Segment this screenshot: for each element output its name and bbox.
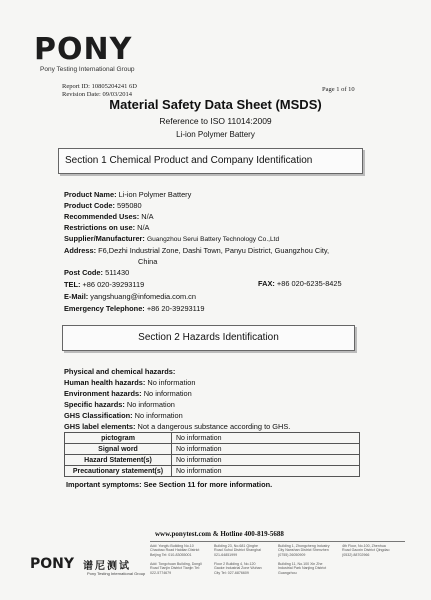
ghs-key: Precautionary statement(s) xyxy=(65,466,172,477)
footer-address: Floor 2 Building 4, No.120 Gaoke Industrial Zone Wuhan City Tel: 027-6876609 xyxy=(214,562,262,575)
page-indicator: Page 1 of 10 xyxy=(322,86,355,93)
table-row xyxy=(65,466,360,477)
section1-heading: Section 1 Chemical Product and Company Identification xyxy=(65,155,313,166)
group-name: Pony Testing International Group xyxy=(40,66,135,73)
field-physical-chemical-hazards: Physical and chemical hazards: xyxy=(64,367,176,376)
field-environment-hazards: Environment hazards: No information xyxy=(64,389,192,398)
footer-pony-logo: PONY xyxy=(30,556,75,572)
field-recommended-uses: Recommended Uses: N/A xyxy=(64,212,154,221)
ghs-value: No information xyxy=(172,433,360,444)
document-reference: Reference to ISO 11014:2009 xyxy=(159,116,272,126)
footer-address: 4th Floor, No.100, Zhenhua Road Gaoxin District Qingdao (0532) 88702966 xyxy=(342,544,390,557)
ghs-value: No information xyxy=(172,455,360,466)
field-specific-hazards: Specific hazards: No information xyxy=(64,400,175,409)
ghs-table xyxy=(64,432,360,477)
footer-group-name: Pony Testing International Group xyxy=(87,571,146,576)
ghs-key: Hazard Statement(s) xyxy=(65,455,172,466)
footer-address: Add: Tongchuan Building, Dongli Road Tianjin District Tianjin Tel: 022-5774679 xyxy=(150,562,202,575)
field-ghs-label-elements: GHS label elements: Not a dangerous substance according to GHS. xyxy=(64,422,291,431)
important-symptoms: Important symptoms: See Section 11 for more information. xyxy=(66,480,273,489)
field-email: E-Mail: yangshuang@infomedia.com.cn xyxy=(64,292,196,301)
table-row xyxy=(65,433,360,444)
footer-website-hotline: www.ponytest.com & Hotline 400-819-5688 xyxy=(155,530,284,538)
field-tel: TEL: +86 020-39293119 xyxy=(64,280,145,289)
field-product-name: Product Name: Li-ion Polymer Battery xyxy=(64,190,192,199)
field-product-code: Product Code: 595080 xyxy=(64,201,142,210)
footer-chinese-name: 谱尼测试 xyxy=(83,561,131,572)
footer-divider xyxy=(150,541,405,542)
document-title: Material Safety Data Sheet (MSDS) xyxy=(109,97,322,112)
ghs-value: No information xyxy=(172,444,360,455)
footer-address: Building 1, Zhongcheng Industry City Nanshan District Shenzhen (0755) 26050909 xyxy=(278,544,330,557)
report-id: Report ID: 10805204241 6D xyxy=(62,83,137,90)
document-product-subtitle: Li-ion Polymer Battery xyxy=(176,130,255,139)
field-human-health-hazards: Human health hazards: No information xyxy=(64,378,196,387)
pony-logo: PONY xyxy=(34,32,133,67)
ghs-value: No information xyxy=(172,466,360,477)
field-ghs-classification: GHS Classification: No information xyxy=(64,411,183,420)
field-fax: FAX: +86 020-6235-8425 xyxy=(258,279,342,288)
field-supplier: Supplier/Manufacturer: Guangzhou Serui Battery Technology Co.,Ltd xyxy=(64,234,280,243)
table-row xyxy=(65,444,360,455)
field-address-country: China xyxy=(138,257,158,266)
revision-date: Revision Date: 09/03/2014 xyxy=(62,91,133,98)
ghs-key: pictogram xyxy=(65,433,172,444)
field-address: Address: F6,Dezhi Industrial Zone, Dashi Town, Panyu District, Guangzhou City, xyxy=(64,246,330,255)
footer-address: Building 23, No.681 Qinghe Road Xuhui District Shanghai 021-64851999 xyxy=(214,544,261,557)
table-row xyxy=(65,455,360,466)
section2-heading-box xyxy=(62,325,355,351)
section1-heading-box xyxy=(58,148,363,174)
field-restrictions: Restrictions on use: N/A xyxy=(64,223,150,232)
footer-address: Add: Yongfu Building No.10 Chaobao Road Haidian District Beijing Tel: 010-83055001 xyxy=(150,544,200,557)
section2-heading: Section 2 Hazards Identification xyxy=(138,332,279,343)
field-post-code: Post Code: 511430 xyxy=(64,268,130,277)
field-emergency-telephone: Emergency Telephone: +86 20-39293119 xyxy=(64,304,205,313)
ghs-key: Signal word xyxy=(65,444,172,455)
footer-address: Building 11, No.100 Xin Zhe Industrial Park Nanjing District Guangzhou xyxy=(278,562,327,575)
